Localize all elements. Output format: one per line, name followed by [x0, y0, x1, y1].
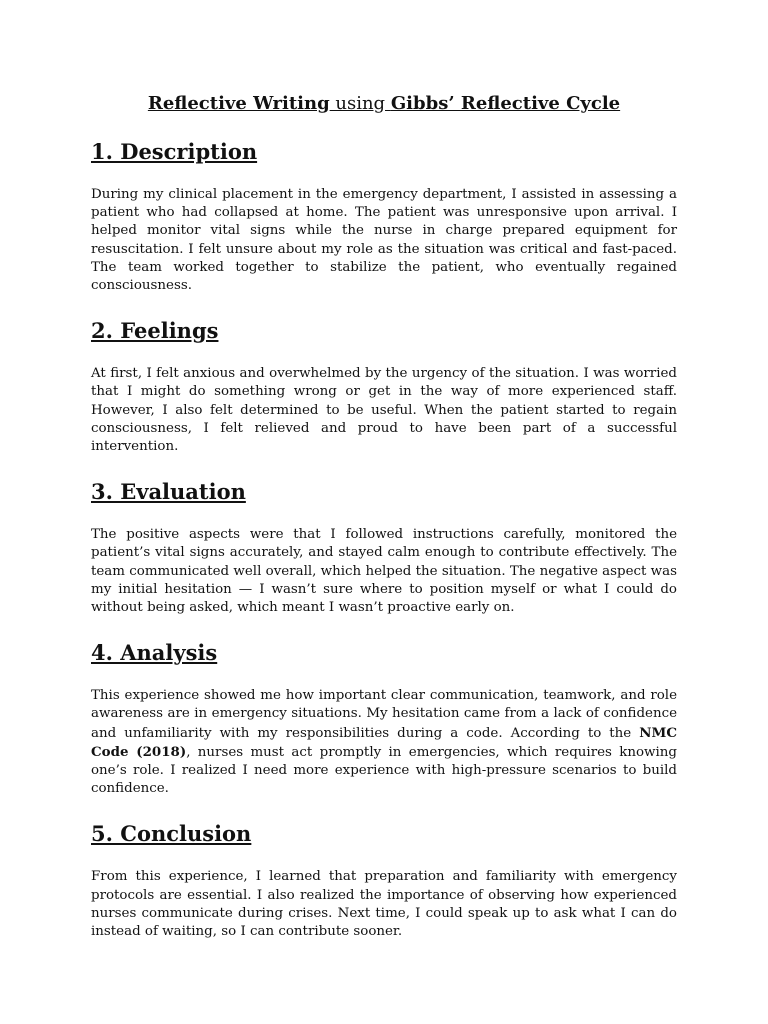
- section-analysis: [91, 639, 677, 798]
- section-heading: 3. Evaluation: [91, 479, 246, 505]
- citation-nmc-code: NMC Code (2018): [91, 724, 677, 760]
- section-heading: 4. Analysis: [91, 640, 218, 666]
- section-feelings: [91, 317, 677, 456]
- body-text: This experience showed me how important clear communication, teamwork, and role awareness are in emergency situations. My hesitation came from a lack of confidence and unfamiliarity with my responsibilities during a code. According to the: [91, 688, 677, 741]
- section-body: During my clinical placement in the emergency department, I assisted in assessing a patient who had collapsed at home. The patient was unresponsive upon arrival. I helped monitor vital signs while the nurse in charge prepared equipment for resuscitation. I felt unsure about my role as the situation was critical and fast-paced. The team worked together to stabilize the patient, who eventually regained consciousness.: [91, 187, 677, 294]
- title-part-1: Reflective Writing: [147, 93, 330, 114]
- section-heading: 1. Description: [91, 139, 258, 164]
- body-text: , nurses must act promptly in emergencies, which requires knowing one’s role. I realized I need more experience with high-pressure scenarios to build confidence.: [91, 744, 678, 797]
- section-body: [91, 687, 677, 798]
- title-part-2: using: [329, 93, 391, 114]
- title-part-3: Gibbs’ Reflective Cycle: [390, 93, 621, 114]
- section-evaluation: [91, 478, 677, 617]
- document-title: [91, 92, 677, 116]
- section-body: From this experience, I learned that preparation and familiarity with emergency protocols are essential. I also realized the importance of observing how experienced nurses communicate during crises. Next time, I could speak up to ask what I can do instead of waiting, so I can contribute sooner.: [91, 869, 677, 940]
- section-conclusion: [91, 820, 677, 941]
- section-heading: 2. Feelings: [91, 318, 219, 344]
- section-body: At first, I felt anxious and overwhelmed by the urgency of the situation. I was worried that I might do something wrong or get in the way of more experienced staff. However, I also felt determined to be useful. When the patient started to regain consciousness, I felt relieved and proud to have been part of a successful intervention.: [91, 366, 677, 455]
- section-body: The positive aspects were that I followed instructions carefully, monitored the patient’s vital signs accurately, and stayed calm enough to contribute effectively. The team communicated well overall, which helped the situation. The negative aspect was my initial hesitation — I wasn’t sure where to position myself or what I could do without being asked, which meant I wasn’t proactive early on.: [91, 527, 677, 616]
- section-heading: 5. Conclusion: [91, 821, 252, 847]
- section-description: [91, 138, 677, 295]
